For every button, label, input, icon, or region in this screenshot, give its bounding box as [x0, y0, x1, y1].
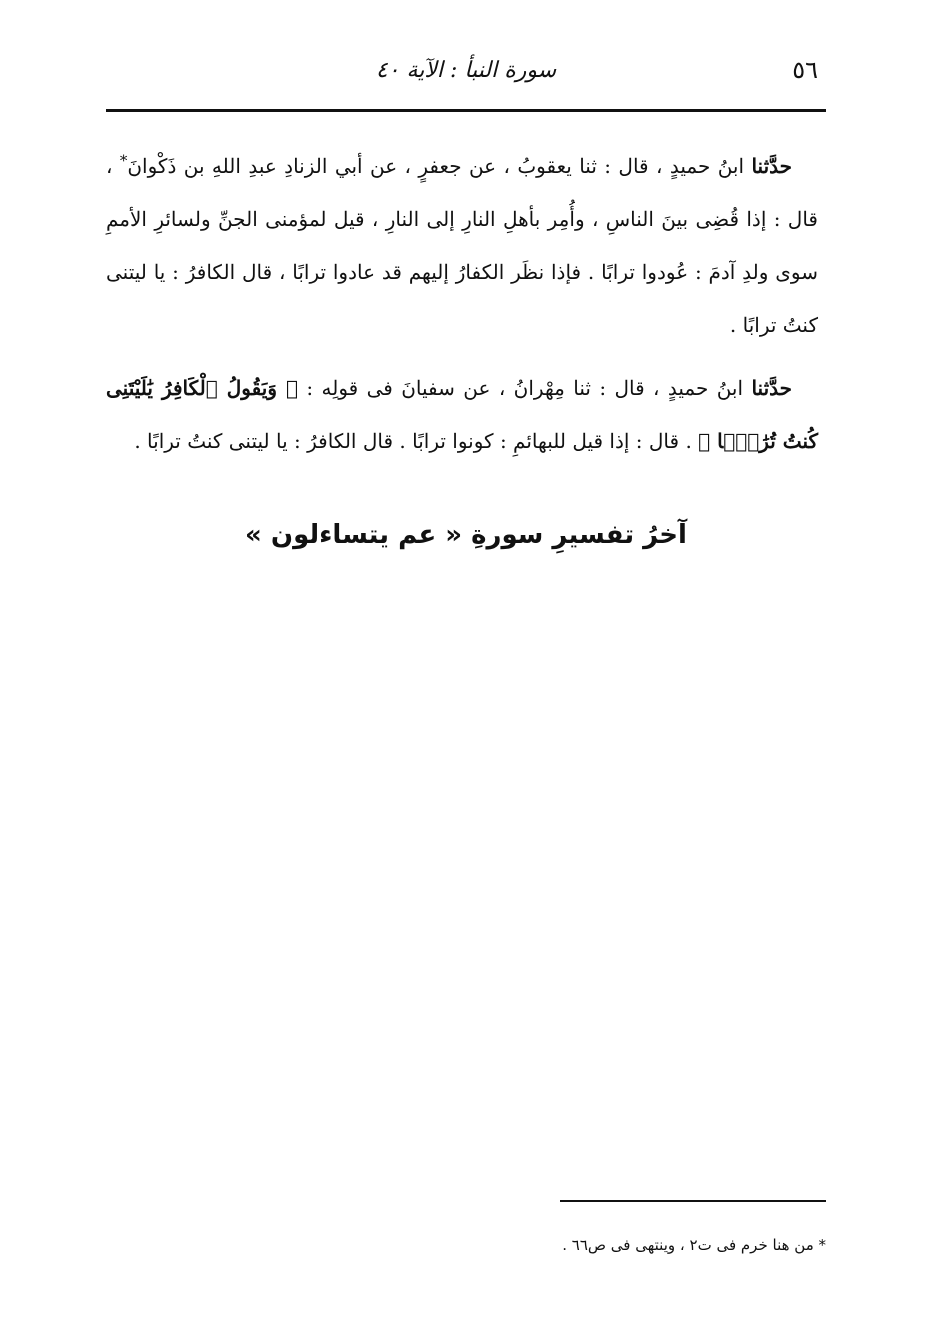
footnote-mark: * [119, 151, 128, 170]
paragraph-text: . قال : إذا قيل للبهائمِ : كونوا ترابًا . قال الكافرُ : يا ليتنى كنتُ ترابًا . [134, 429, 692, 453]
quran-verse: ﴿ وَيَقُولُ ٱلْكَافِرُ يَٰلَيْتَنِى كُنتُ تُرَٰبَۢا ﴾ [106, 376, 818, 453]
paragraph-text: ابنُ حميدٍ ، قال : ثنا يعقوبُ ، عن جعفرٍ ، عن أبي الزنادِ عبدِ اللهِ بن ذَكْوانَ [127, 154, 745, 178]
paragraph-text: ابنُ حميدٍ ، قال : ثنا مِهْرانُ ، عن سفيانَ فى قولِه : [306, 376, 744, 400]
paragraph-text: ، قال : إذا قُضِى بينَ الناسِ ، وأُمِر بأهلِ النارِ إلى النارِ ، قيل لمؤمنى الجنِّ ولسائرِ الأممِ سوى ولدِ آدمَ : عُودوا ترابًا . فإذا نظَر الكفارُ إليهم قد عادوا ترابًا ، قال الكافرُ : يا ليتنى كنتُ ترابًا . [106, 154, 818, 337]
paragraph-1 [106, 140, 818, 352]
body-text [106, 140, 818, 478]
hadith-lead: حدَّثنا [751, 376, 793, 400]
footnote-rule [560, 1200, 826, 1202]
closing-heading: آخرُ تفسيرِ سورةِ « عم يتساءلون » [245, 520, 687, 550]
page-number: ٥٦ [792, 56, 818, 84]
footnote: * من هنا خرم فى ت٢ ، وينتهى فى ص٦٦ . [562, 1236, 826, 1254]
paragraph-2 [106, 362, 818, 468]
header-rule [106, 109, 826, 112]
hadith-lead: حدَّثنا [751, 154, 792, 178]
page-header [106, 52, 826, 102]
running-title: سورة النبأ : الآية ٤٠ [375, 58, 557, 83]
